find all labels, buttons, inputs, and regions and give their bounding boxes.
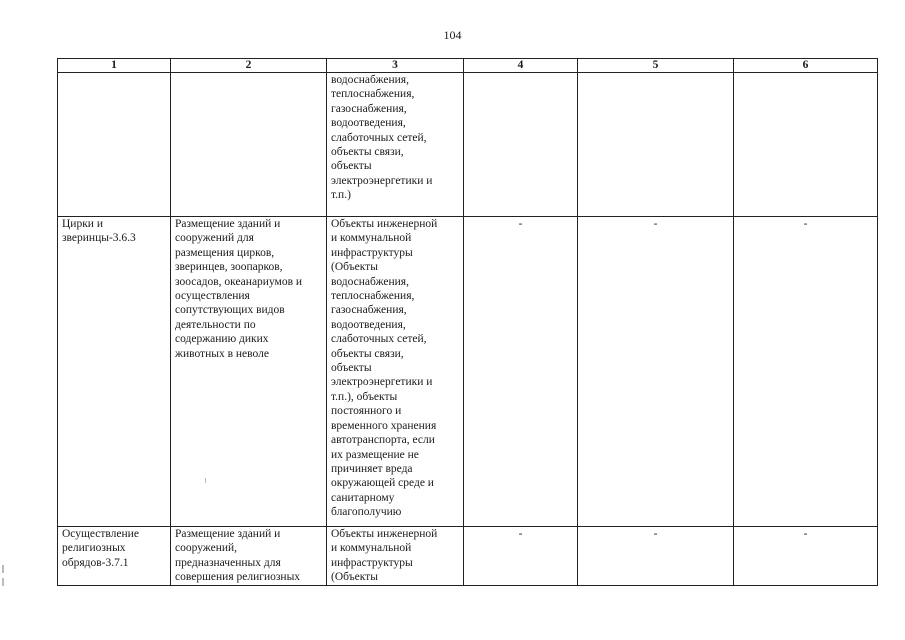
row3-col4: - bbox=[464, 527, 578, 586]
column-header-2: 2 bbox=[171, 59, 327, 73]
column-header-1: 1 bbox=[58, 59, 171, 73]
row2-col2 bbox=[171, 217, 327, 527]
cell-line: газоснабжения, bbox=[331, 102, 407, 115]
cell-line: религиозных bbox=[62, 542, 126, 555]
page-number: 104 bbox=[443, 28, 462, 42]
row3-col1 bbox=[58, 527, 171, 586]
row1-col5 bbox=[578, 73, 734, 217]
cell-line: постоянного и bbox=[331, 405, 402, 418]
cell-line: сопутствующих видов bbox=[175, 304, 285, 317]
cell-line: временного хранения bbox=[331, 419, 437, 432]
zoning-table bbox=[57, 58, 878, 586]
table-row bbox=[58, 73, 878, 217]
cell-line: теплоснабжения, bbox=[331, 88, 415, 101]
cell-line: объекты связи, bbox=[331, 347, 404, 360]
column-header-3: 3 bbox=[327, 59, 464, 73]
cell-line: размещения цирков, bbox=[175, 246, 275, 259]
cell-line: теплоснабжения, bbox=[331, 290, 415, 303]
cell-line: объекты связи, bbox=[331, 146, 404, 159]
cell-line: (Объекты bbox=[331, 571, 378, 584]
row1-col1 bbox=[58, 73, 171, 217]
cell-line: водоснабжения, bbox=[331, 275, 409, 288]
cell-line: Осуществление bbox=[62, 528, 139, 540]
cell-line: сооружений, bbox=[175, 542, 238, 555]
cell-line: обрядов-3.7.1 bbox=[62, 556, 129, 569]
cell-line: электроэнергетики и bbox=[331, 174, 433, 187]
cell-line: водоотведения, bbox=[331, 318, 406, 331]
table-row bbox=[58, 217, 878, 527]
table-header-row bbox=[58, 59, 878, 73]
cell-line: слаботочных сетей, bbox=[331, 131, 427, 144]
column-header-5: 5 bbox=[578, 59, 734, 73]
row2-col6: - bbox=[734, 217, 878, 527]
cell-line: Цирки и bbox=[62, 218, 103, 230]
row2-col5: - bbox=[578, 217, 734, 527]
cell-line: окружающей среде и bbox=[331, 477, 434, 490]
cell-line: объекты bbox=[331, 362, 372, 375]
row1-col4 bbox=[464, 73, 578, 217]
cell-line: предназначенных для bbox=[175, 556, 281, 569]
cell-line: и коммунальной bbox=[331, 542, 412, 555]
row3-col3 bbox=[327, 527, 464, 586]
cell-line: и коммунальной bbox=[331, 232, 412, 245]
cell-line: Размещение зданий и bbox=[175, 528, 281, 540]
cell-line: причиняет вреда bbox=[331, 462, 413, 475]
row3-col2 bbox=[171, 527, 327, 586]
cell-line: автотранспорта, если bbox=[331, 434, 435, 447]
cell-line: совершения религиозных bbox=[175, 571, 301, 584]
row2-col1 bbox=[58, 217, 171, 527]
cell-line: водоснабжения, bbox=[331, 74, 409, 86]
cell-line: деятельности по bbox=[175, 318, 256, 331]
cell-line: газоснабжения, bbox=[331, 304, 407, 317]
cell-line: (Объекты bbox=[331, 261, 378, 274]
cell-line: инфраструктуры bbox=[331, 246, 413, 259]
cell-line: слаботочных сетей, bbox=[331, 333, 427, 346]
cell-line: животных в неволе bbox=[175, 347, 269, 360]
scan-artifact bbox=[205, 478, 206, 483]
cell-line: зоосадов, океанариумов и bbox=[175, 275, 303, 288]
cell-line: Объекты инженерной bbox=[331, 218, 438, 230]
cell-line: т.п.) bbox=[331, 189, 351, 202]
scan-artifact bbox=[2, 565, 4, 573]
row2-col3 bbox=[327, 217, 464, 527]
cell-line: санитарному bbox=[331, 491, 395, 504]
row2-col4: - bbox=[464, 217, 578, 527]
cell-line: содержанию диких bbox=[175, 333, 269, 346]
row1-col2 bbox=[171, 73, 327, 217]
cell-line: Размещение зданий и bbox=[175, 218, 281, 230]
row3-col6: - bbox=[734, 527, 878, 586]
column-header-6: 6 bbox=[734, 59, 878, 73]
cell-line: инфраструктуры bbox=[331, 556, 413, 569]
cell-line: осуществления bbox=[175, 290, 250, 303]
cell-line: сооружений для bbox=[175, 232, 254, 245]
cell-line: их размещение не bbox=[331, 448, 419, 461]
table-row bbox=[58, 527, 878, 586]
scan-artifact bbox=[2, 578, 4, 586]
row3-col5: - bbox=[578, 527, 734, 586]
cell-line: т.п.), объекты bbox=[331, 390, 398, 403]
cell-line: зверинцы-3.6.3 bbox=[62, 232, 136, 245]
row1-col6 bbox=[734, 73, 878, 217]
column-header-4: 4 bbox=[464, 59, 578, 73]
cell-line: электроэнергетики и bbox=[331, 376, 433, 389]
cell-line: водоотведения, bbox=[331, 117, 406, 130]
row1-col3 bbox=[327, 73, 464, 217]
cell-line: зверинцев, зоопарков, bbox=[175, 261, 283, 274]
cell-line: благополучию bbox=[331, 506, 402, 519]
cell-line: Объекты инженерной bbox=[331, 528, 438, 540]
cell-line: объекты bbox=[331, 160, 372, 173]
